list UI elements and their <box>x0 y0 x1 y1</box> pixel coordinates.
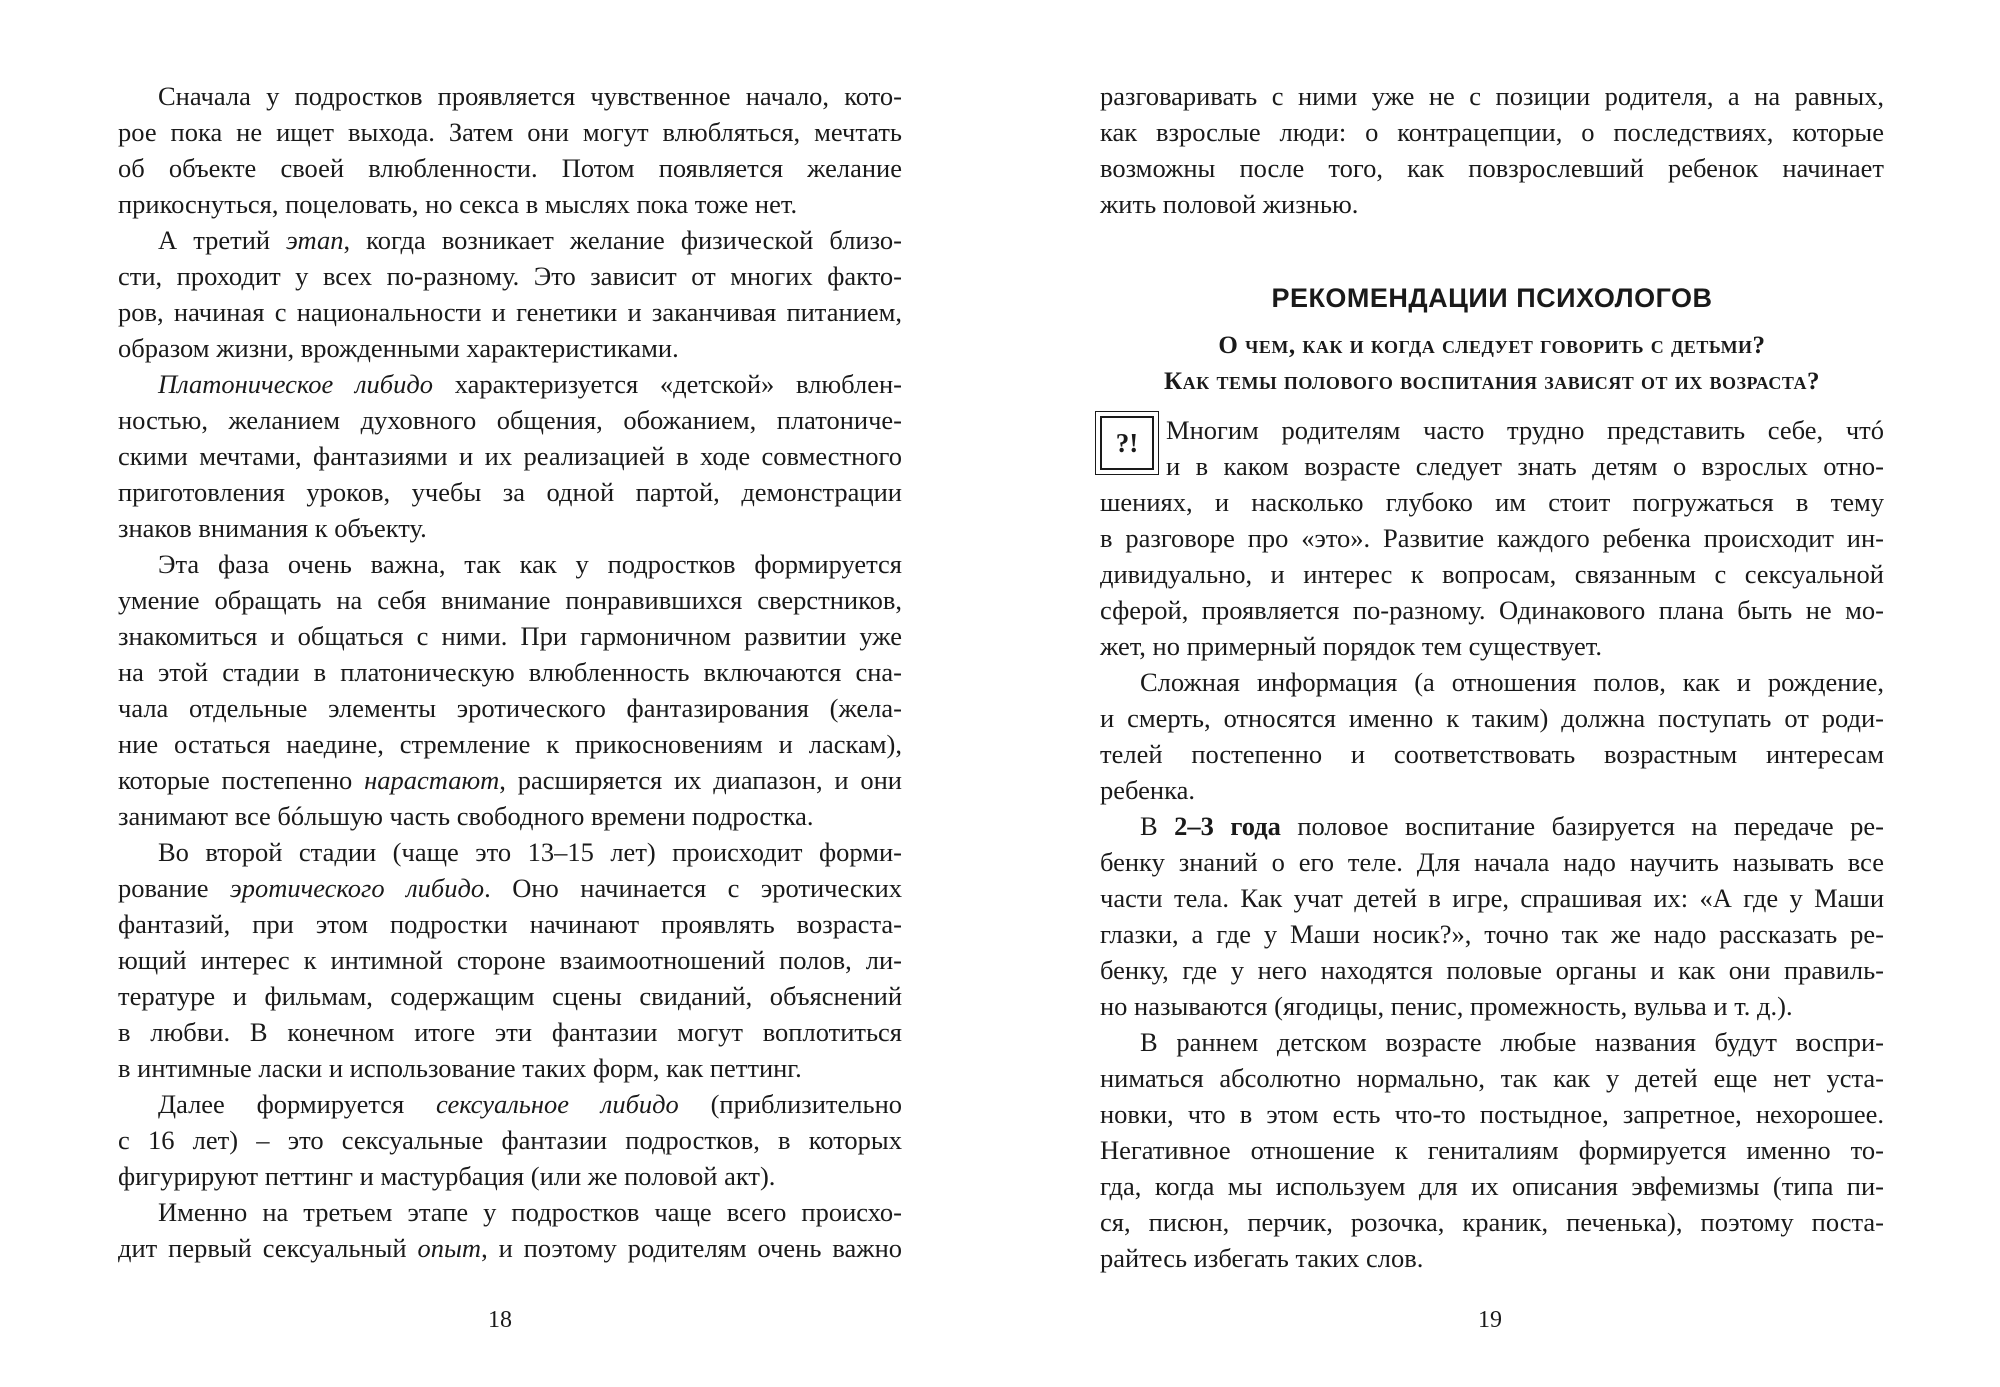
text-line: бенку знаний о его теле. Для начала надо научить называть все <box>1100 847 1884 877</box>
left-page <box>118 78 902 1266</box>
text-line: чала отдельные элементы эротического фантазирования (жела- <box>118 693 902 723</box>
page-number-right: 19 <box>1478 1307 1502 1333</box>
text-line: возможны после того, как повзрослевший ребенок начинает <box>1100 153 1884 183</box>
text-line: прикоснуться, поцеловать, но секса в мыслях пока тоже нет. <box>118 189 798 219</box>
text-line: которые постепенно нарастают, расширяется их диапазон, и они <box>118 765 902 795</box>
text-line: В 2–3 года половое воспитание базируется на передаче ре- <box>1140 811 1884 841</box>
page-number-left: 18 <box>488 1307 512 1333</box>
text-line: об объекте своей влюбленности. Потом появляется желание <box>118 153 902 183</box>
italic-text: этап <box>286 225 344 255</box>
text-line: сти, проходит у всех по-разному. Это зависит от многих факто- <box>118 261 902 291</box>
text-line: жить половой жизнью. <box>1100 189 1359 219</box>
text-line: новки, что в этом есть что-то постыдное, запретное, нехорошее. <box>1100 1099 1884 1129</box>
text-line: скими мечтами, фантазиями и их реализацией в ходе совместного <box>118 441 902 471</box>
italic-text: эротического либидо <box>230 873 485 903</box>
text-line: как взрослые люди: о контрацепции, о последствиях, которые <box>1100 117 1884 147</box>
text-line: сферой, проявляется по-разному. Одинакового плана быть не мо- <box>1100 595 1884 625</box>
text-line: ностью, желанием духовного общения, обожанием, платониче- <box>118 405 902 435</box>
text-line: гда, когда мы используем для их описания эвфемизмы (типа пи- <box>1100 1171 1884 1201</box>
text-line: Сначала у подростков проявляется чувственное начало, кото- <box>158 81 902 111</box>
spacer <box>1100 222 1884 280</box>
text-line: ниматься абсолютно нормально, так как у детей еще нет уста- <box>1100 1063 1884 1093</box>
text-line: в разговоре про «это». Развитие каждого ребенка происходит ин- <box>1100 523 1884 553</box>
section-heading: РЕКОМЕНДАЦИИ ПСИХОЛОГОВ <box>1271 283 1713 313</box>
text-line: рование эротического либидо. Оно начинается с эротических <box>118 873 902 903</box>
text-line: но называются (ягодицы, пенис, промежность, вульва и т. д.). <box>1100 991 1793 1021</box>
text-line: фигурируют петтинг и мастурбация (или же половой акт). <box>118 1161 776 1191</box>
text-line: А третий этап, когда возникает желание физической близо- <box>158 225 902 255</box>
right-body-text <box>1100 484 1884 1276</box>
subheading-2: Как темы полового воспитания зависят от их возраста? <box>1164 368 1820 395</box>
italic-text: сексуальное либидо <box>436 1089 679 1119</box>
text-line: шениях, и насколько глубоко им стоит погружаться в тему <box>1100 487 1884 517</box>
text-line: рое пока не ищет выхода. Затем они могут влюбляться, мечтать <box>118 117 902 147</box>
question-block <box>1100 412 1884 484</box>
text-line: телей постепенно и соответствовать возрастным интересам <box>1100 739 1884 769</box>
italic-text: нарастают <box>364 765 500 795</box>
text-line: бенку, где у него находятся половые органы и как они правиль- <box>1100 955 1884 985</box>
text-line: ние остаться наедине, стремление к прикосновениям и ласкам), <box>118 729 902 759</box>
bold-text: 2–3 года <box>1174 811 1281 841</box>
text-line: занимают все бóльшую часть свободного времени подростка. <box>118 801 814 831</box>
text-line: Платоническое либидо характеризуется «детской» влюблен- <box>158 369 902 399</box>
text-line: глазки, а где у Маши носик?», точно так же надо рассказать ре- <box>1100 919 1884 949</box>
text-line: и смерть, относятся именно к таким) должна поступать от роди- <box>1100 703 1884 733</box>
text-line: части тела. Как учат детей в игре, спрашивая их: «А где у Маши <box>1100 883 1884 913</box>
text-line: разговаривать с ними уже не с позиции родителя, а на равных, <box>1100 81 1884 111</box>
text-line: тературе и фильмам, содержащим сцены свиданий, объяснений <box>118 981 902 1011</box>
text-line: дит первый сексуальный опыт, и поэтому родителям очень важно <box>118 1233 902 1263</box>
subheading-1: О чем, как и когда следует говорить с детьми? <box>1218 332 1766 359</box>
text-line: с 16 лет) – это сексуальные фантазии подростков, в которых <box>118 1125 902 1155</box>
text-line: В раннем детском возрасте любые названия будут воспри- <box>1140 1027 1884 1057</box>
text-line: жет, но примерный порядок тем существует. <box>1100 631 1602 661</box>
right-page <box>1100 78 1884 1276</box>
text-line: знакомиться и общаться с ними. При гармоничном развитии уже <box>118 621 902 651</box>
spacer <box>1100 316 1884 328</box>
text-line: Эта фаза очень важна, так как у подростков формируется <box>158 549 902 579</box>
text-line: Далее формируется сексуальное либидо (приблизительно <box>158 1089 903 1119</box>
text-line: ющий интерес к интимной стороне взаимоотношений полов, ли- <box>118 945 902 975</box>
text-line: райтесь избегать таких слов. <box>1100 1243 1424 1273</box>
text-line: знаков внимания к объекту. <box>118 513 427 543</box>
text-line: умение обращать на себя внимание понравившихся сверстников, <box>118 585 902 615</box>
text-line: Во второй стадии (чаще это 13–15 лет) происходит форми- <box>158 837 902 867</box>
text-line: образом жизни, врожденными характеристиками. <box>118 333 679 363</box>
text-line: в любви. В конечном итоге эти фантазии могут воплотиться <box>118 1017 902 1047</box>
question-exclamation-icon: ?! <box>1100 416 1154 470</box>
italic-text: опыт <box>417 1233 482 1263</box>
question-lines <box>1100 412 1884 484</box>
text-line: в интимные ласки и использование таких форм, как петтинг. <box>118 1053 802 1083</box>
text-line: Сложная информация (а отношения полов, как и рождение, <box>1140 667 1884 697</box>
text-line: Многим родителям часто трудно представить себе, чтó <box>1166 415 1884 445</box>
text-line: приготовления уроков, учебы за одной партой, демонстрации <box>118 477 902 507</box>
text-line: дивидуально, и интерес к вопросам, связанным с сексуальной <box>1100 559 1884 589</box>
text-line: на этой стадии в платоническую влюбленность включаются сна- <box>118 657 902 687</box>
text-line: ся, писюн, перчик, розочка, краник, печенька), поэтому поста- <box>1100 1207 1884 1237</box>
text-line: и в каком возрасте следует знать детям о взрослых отно- <box>1166 451 1884 481</box>
text-line: Негативное отношение к гениталиям формируется именно то- <box>1100 1135 1884 1165</box>
spacer <box>1100 400 1884 412</box>
text-line: ров, начиная с национальности и генетики и заканчивая питанием, <box>118 297 902 327</box>
italic-text: Платоническое либидо <box>158 369 434 399</box>
text-line: фантазий, при этом подростки начинают проявлять возраста- <box>118 909 902 939</box>
text-line: ребенка. <box>1100 775 1195 805</box>
text-line: Именно на третьем этапе у подростков чаще всего происхо- <box>158 1197 902 1227</box>
right-top-text <box>1100 78 1884 222</box>
